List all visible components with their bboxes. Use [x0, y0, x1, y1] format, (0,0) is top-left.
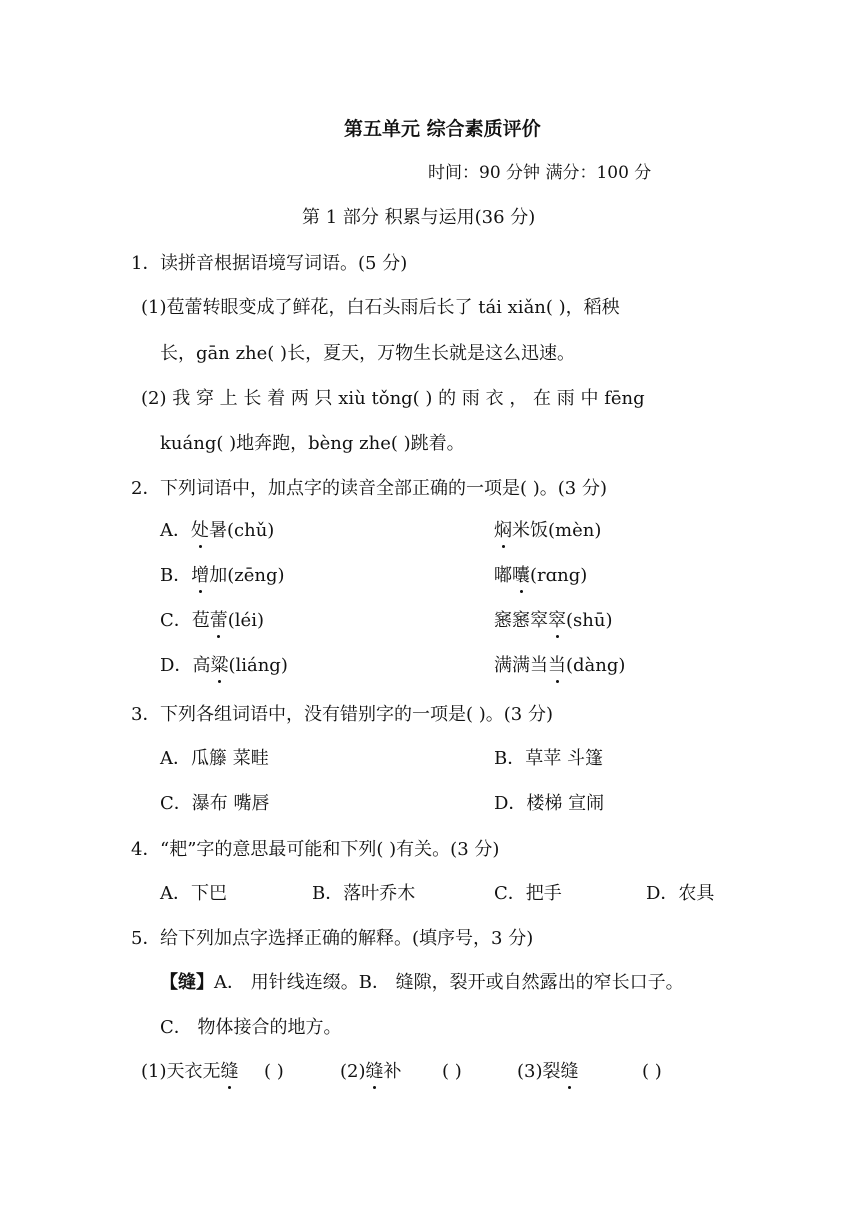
sub-item-1 [141, 1060, 239, 1084]
option-b: B．落叶乔木 [312, 883, 416, 904]
option-b: B．草苹 斗篷 [494, 748, 603, 769]
option-right [494, 654, 625, 678]
option-text: 满满当 [494, 655, 548, 676]
question-number: 2． [131, 478, 161, 499]
dotted-char: 粱 [210, 655, 229, 676]
definition-text: A． 用针线连缀。B． 缝隙，裂开或自然露出的窄长口子。 [214, 972, 684, 993]
question-stem: 读拼音根据语境写词语。(5 分) [160, 253, 408, 274]
option-text: 加(zēng) [209, 565, 285, 586]
option-a: A．下巴 [160, 883, 227, 904]
option-letter: D． [160, 655, 193, 676]
option-letter: C． [160, 610, 192, 631]
option-text: 苞 [191, 610, 210, 631]
question-line: (1)苞蕾转眼变成了鲜花，白石头雨后长了 tái xiǎn( )，稻秧 [141, 297, 620, 318]
item-text: 补 [383, 1061, 402, 1082]
question-stem: “耙”字的意思最可能和下列( )有关。(3 分) [160, 839, 500, 860]
option-text: 暑(chǔ) [209, 520, 275, 541]
page-title: 第五单元 综合素质评价 [344, 118, 541, 140]
option-text: 嘟 [494, 565, 512, 586]
option-right [494, 519, 601, 543]
part-heading: 第 1 部分 积累与运用(36 分) [302, 207, 536, 228]
option-text: (rɑng) [530, 565, 588, 586]
question-number: 4． [131, 839, 161, 860]
dotted-char: 增 [191, 565, 210, 586]
option-text: 窸窸窣 [494, 610, 548, 631]
item-text: (2) [340, 1061, 366, 1082]
dotted-char: 蕾 [209, 610, 228, 631]
dotted-char: 缝 [365, 1061, 384, 1082]
dotted-char: 窣 [548, 610, 566, 631]
time-score-info: 时间：90 分钟 满分：100 分 [428, 163, 652, 183]
dotted-char: 处 [191, 520, 209, 541]
option-text: (shū) [566, 610, 613, 631]
item-text: (1)天衣无 [141, 1061, 221, 1082]
option-left [160, 609, 264, 633]
answer-blank: ( ) [442, 1061, 462, 1082]
question-line: 长，gān zhe( )长，夏天，万物生长就是这么迅速。 [160, 343, 576, 364]
option-text: (dàng) [566, 655, 626, 676]
option-d: D．农具 [646, 883, 715, 904]
dotted-char: 当 [548, 655, 566, 676]
question-stem: 下列各组词语中，没有错别字的一项是( )。(3 分) [160, 704, 553, 725]
sub-item-3 [517, 1060, 579, 1084]
item-text: (3)裂 [517, 1061, 561, 1082]
definition-head: 【缝】 [160, 972, 214, 993]
option-text: 高 [192, 655, 211, 676]
question-number: 1． [131, 253, 161, 274]
option-left [160, 519, 274, 543]
dotted-char: 缝 [220, 1061, 239, 1082]
answer-blank: ( ) [264, 1061, 284, 1082]
dotted-char: 囔 [512, 565, 530, 586]
option-d: D．楼梯 宣闹 [494, 793, 605, 814]
question-number: 3． [131, 704, 161, 725]
question-stem: 下列词语中，加点字的读音全部正确的一项是( )。(3 分) [160, 478, 607, 499]
option-text: (léi) [227, 610, 264, 631]
definition-line: C． 物体接合的地方。 [160, 1017, 342, 1038]
option-left [160, 564, 285, 588]
question-line: (2) 我 穿 上 长 着 两 只 xiù tǒng( ) 的 雨 衣 ， 在 雨 中 fēng [141, 388, 645, 409]
option-c: C．把手 [494, 883, 562, 904]
definition-line [160, 971, 684, 995]
option-letter: A． [160, 520, 191, 541]
question-line: kuáng( )地奔跑，bèng zhe( )跳着。 [160, 433, 465, 454]
answer-blank: ( ) [642, 1061, 662, 1082]
option-right [494, 609, 612, 633]
dotted-char: 焖 [494, 520, 512, 541]
option-left [160, 654, 288, 678]
question-stem: 给下列加点字选择正确的解释。(填序号，3 分) [160, 928, 534, 949]
dotted-char: 缝 [560, 1061, 579, 1082]
option-letter: B． [160, 565, 192, 586]
option-right [494, 564, 587, 588]
option-text: 米饭(mèn) [512, 520, 602, 541]
option-a: A．瓜籐 菜畦 [160, 748, 269, 769]
option-c: C．瀑布 嘴唇 [160, 793, 270, 814]
sub-item-2 [340, 1060, 402, 1084]
question-number: 5． [131, 928, 161, 949]
option-text: (liáng) [228, 655, 288, 676]
